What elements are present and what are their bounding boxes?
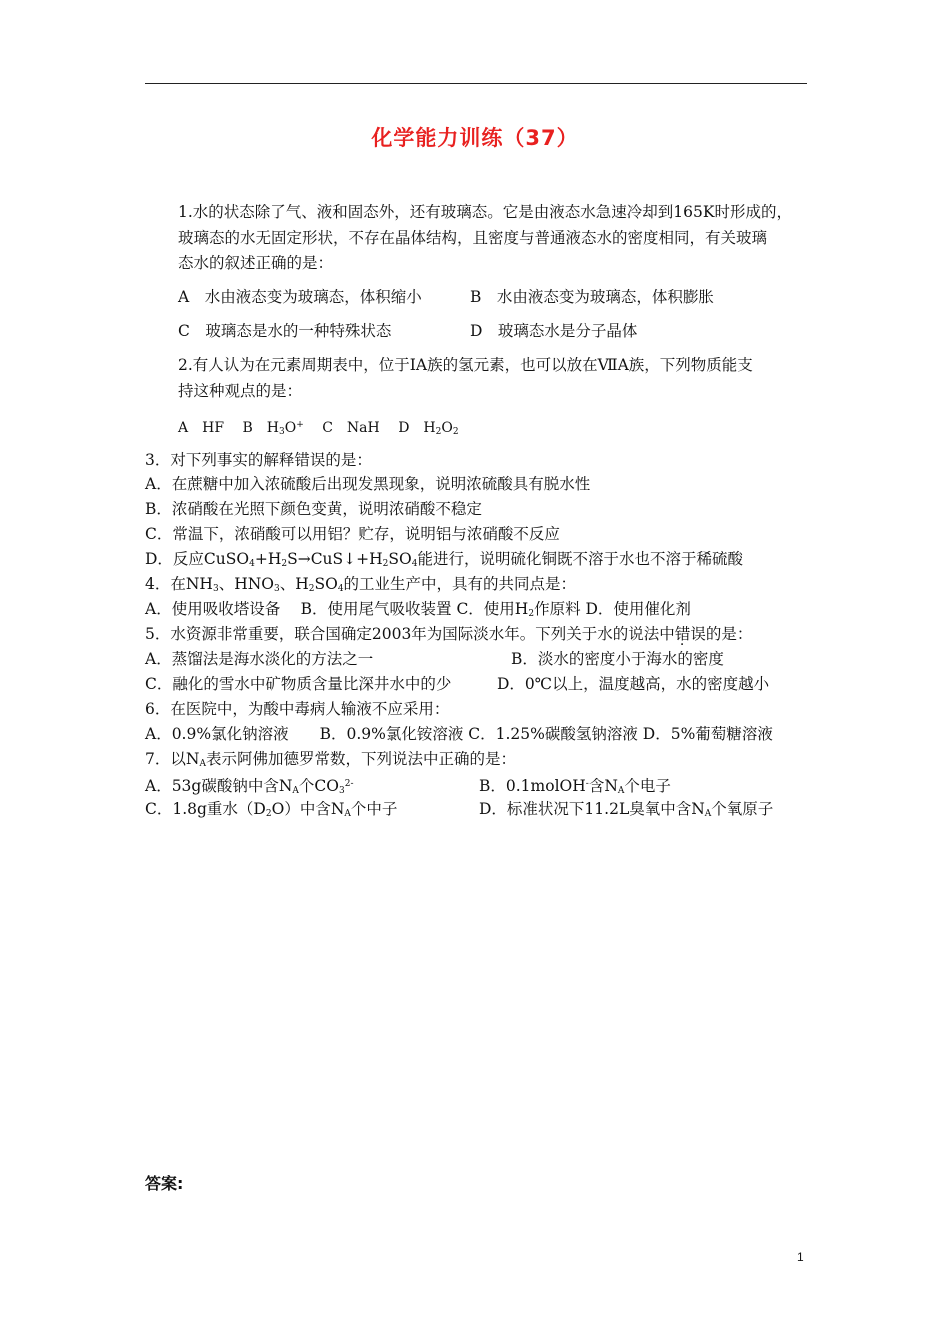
q6-stem: 6．在医院中，为酸中毒病人输液不应采用： — [145, 700, 450, 718]
q7-option-d: D．标准状况下11.2L臭氧中含$N_A$个氧原子 — [479, 800, 774, 819]
emphasis-dots: 错误 — [674, 625, 706, 643]
q1-line-3: 态水的叙述正确的是： — [178, 254, 334, 272]
page-title: 化学能力训练（37） — [371, 126, 579, 150]
q1-line-1: 1.水的状态除了气、液和固态外，还有玻璃态。它是由液态水急速冷却到165K时形成的， — [178, 203, 792, 221]
q2-line-2: 持这种观点的是： — [178, 382, 303, 400]
q2-option-d: D $H_2O_2$ — [398, 420, 459, 437]
q5-option-d: D．0℃以上，温度越高，水的密度越小 — [497, 675, 770, 693]
q6-options: A．0.9%氯化钠溶液 B．0.9%氯化铵溶液 C．1.25%碳酸氢钠溶液 D．5%葡萄糖溶液 — [145, 725, 773, 743]
q4-stem: 4．在$NH_3$、$HNO_3$、$H_2SO_4$的工业生产中，具有的共同点是： — [145, 575, 577, 594]
q3-option-c: C．常温下，浓硝酸可以用铝？贮存，说明铝与浓硝酸不反应 — [145, 525, 560, 543]
q7-option-c: C．1.8g重水$(D_2O)$中含$N_A$个中子 — [145, 800, 398, 819]
q1-option-a: A 水由液态变为玻璃态，体积缩小 — [178, 288, 422, 306]
q3-option-b: B．浓硝酸在光照下颜色变黄，说明浓硝酸不稳定 — [145, 500, 482, 518]
q5-option-c: C．融化的雪水中矿物质含量比深井水中的少 — [145, 675, 452, 693]
q1-option-b: B 水由液态变为玻璃态，体积膨胀 — [470, 288, 714, 306]
q3-option-a: A．在蔗糖中加入浓硫酸后出现发黑现象，说明浓硫酸具有脱水性 — [145, 475, 591, 493]
q3-stem: 3．对下列事实的解释错误的是： — [145, 451, 372, 469]
answer-label: 答案: — [145, 1174, 184, 1193]
q1-line-2: 玻璃态的水无固定形状，不存在晶体结构，且密度与普通液态水的密度相同，有关玻璃 — [178, 229, 768, 247]
q2-options — [178, 415, 459, 442]
q7-stem: 7．以$N_A$表示阿佛加德罗常数，下列说法中正确的是： — [145, 750, 516, 769]
q5-stem: 5．水资源非常重要，联合国确定2003年为国际淡水年。下列关于水的说法中错误的是： — [145, 625, 753, 643]
q1-option-d: D 玻璃态水是分子晶体 — [470, 322, 638, 340]
q7-option-b: B．0.1molOH-含$N_A$个电子 — [479, 777, 671, 796]
q3-option-d: D．反应$CuSO_4+H_2S\to CuS↓+H_2SO_4$能进行，说明硫化铜既不溶于水也不溶于稀硫酸 — [145, 550, 743, 569]
q2-line-1: 2.有人认为在元素周期表中，位于ⅠA族的氢元素，也可以放在ⅦA族，下列物质能支 — [178, 356, 753, 374]
q2-option-c: C NaH — [322, 420, 380, 436]
q7-option-a: A．53g碳酸钠中含$N_A$个$CO_3^{2-}$ — [145, 777, 354, 796]
q5-option-a: A．蒸馏法是海水淡化的方法之一 — [145, 650, 374, 668]
q2-option-a: A HF — [178, 420, 225, 436]
q5-option-b: B．淡水的密度小于海水的密度 — [511, 650, 724, 668]
q2-option-b: B $H_3O^+$ — [242, 420, 304, 437]
q4-options: A．使用吸收塔设备 B．使用尾气吸收装置 C．使用$H_2$作原料 D．使用催化剂 — [145, 600, 691, 619]
page-number: 1 — [797, 1250, 804, 1264]
header-rule — [145, 83, 807, 84]
q1-option-c: C 玻璃态是水的一种特殊状态 — [178, 322, 392, 340]
